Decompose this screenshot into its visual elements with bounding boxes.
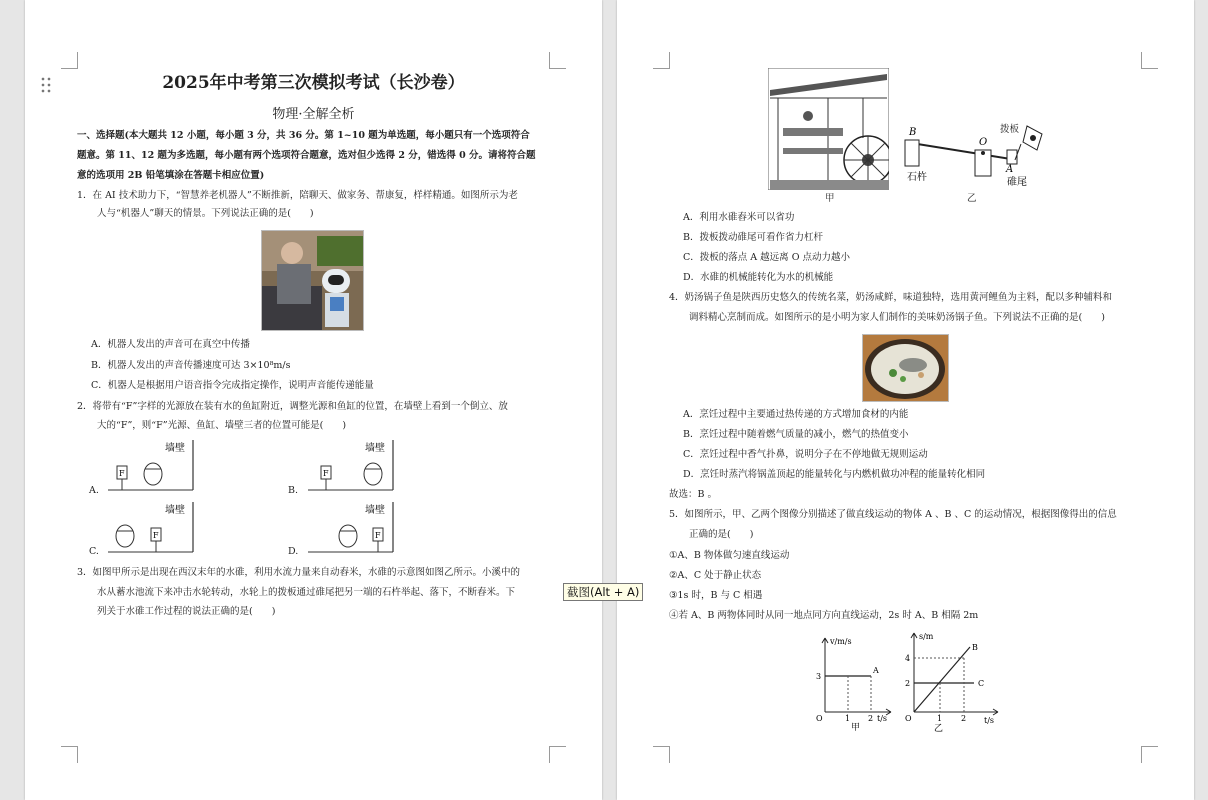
svg-text:墙壁: 墙壁	[165, 505, 185, 516]
document-page-left	[25, 0, 602, 800]
q5-stem: 5．如图所示，甲、乙两个图像分别描述了做直线运动的物体 A 、B 、C 的运动情况，根据图像得出的信息	[669, 509, 1117, 520]
elderly-robot-photo	[261, 230, 364, 331]
svg-text:t/s: t/s	[984, 716, 995, 725]
crop-mark	[549, 52, 566, 69]
distance-time-graph	[902, 627, 1004, 733]
q3-option-b: B．拨板拨动碓尾可看作省力杠杆	[683, 232, 823, 243]
svg-text:1: 1	[937, 714, 943, 723]
svg-text:4: 4	[905, 654, 911, 663]
q5-stem: 正确的是( )	[689, 529, 754, 540]
q3-option-d: D．水碓的机械能转化为水的机械能	[683, 272, 834, 283]
q1-stem: 人与“机器人”聊天的情景。下列说法正确的是( )	[97, 208, 314, 219]
section-heading-line: 一、选择题(本大题共 12 小题，每小题 3 分，共 36 分。第 1~10 题为单选题，每小题只有一个选项符合	[77, 130, 530, 141]
q5-statement: ④若 A、B 两物体同时从同一地点同方向直线运动，2s 时 A、B 相隔 2m	[669, 610, 979, 621]
fish-soup-photo	[862, 334, 949, 402]
svg-text:O: O	[816, 714, 823, 723]
figure-label-yi: 乙	[967, 193, 977, 204]
q2-option-c-label: C.	[89, 546, 99, 557]
q2-option-a-label: A.	[89, 485, 99, 496]
svg-text:s/m: s/m	[919, 632, 934, 641]
svg-text:A: A	[1006, 164, 1014, 175]
q5-statement: ③1s 时，B 与 C 相遇	[669, 590, 763, 601]
q3-stem: 水从蓄水池流下来冲击水轮转动，水轮上的拨板通过碓尾把另一端的石杵举起、落下，不断舂米。下	[97, 587, 516, 598]
svg-text:3: 3	[816, 672, 822, 681]
crop-mark	[653, 746, 670, 763]
crop-mark	[1141, 746, 1158, 763]
velocity-time-graph	[813, 632, 895, 732]
q2-option-d-label: D.	[288, 546, 299, 557]
water-mill-schematic	[897, 120, 1047, 190]
svg-text:甲: 甲	[851, 723, 861, 732]
q2-diagram-a	[103, 438, 198, 493]
svg-text:O: O	[905, 714, 912, 723]
svg-text:A: A	[873, 666, 879, 675]
svg-text:墙壁: 墙壁	[365, 505, 385, 516]
q4-stem: 4．奶汤锅子鱼是陕西历史悠久的传统名菜，奶汤咸鲜，味道独特，选用黄河鲤鱼为主料，配以多种辅料和	[669, 292, 1113, 303]
water-mill-illustration	[768, 68, 889, 190]
label-paddle: 拨板	[1000, 124, 1020, 135]
svg-text:墙壁: 墙壁	[365, 443, 385, 454]
svg-text:2: 2	[961, 714, 967, 723]
svg-text:F: F	[153, 531, 159, 540]
document-page-right	[617, 0, 1194, 800]
q4-option-d: D．烹饪时蒸汽将锅盖顶起的能量转化与内燃机做功冲程的能量转化相同	[683, 469, 986, 480]
svg-text:B: B	[909, 127, 917, 138]
crop-mark	[1141, 52, 1158, 69]
crop-mark	[549, 746, 566, 763]
svg-text:石杵: 石杵	[907, 172, 927, 183]
q4-stem: 调料精心烹制而成。如图所示的是小明为家人们制作的美味奶汤锅子鱼。下列说法不正确的是( )	[689, 312, 1105, 323]
drag-handle-icon[interactable]	[40, 76, 52, 94]
svg-text:F: F	[119, 469, 125, 478]
q1-option-c: C．机器人是根据用户语音指令完成指定操作，说明声音能传递能量	[91, 380, 374, 391]
q4-option-b: B．烹饪过程中随着燃气质量的减小，燃气的热值变小	[683, 429, 909, 440]
section-heading-line: 题意。第 11、12 题为多选题，每小题有两个选项符合题意，选对但少选得 2 分，错选得 0 分。请将符合题	[77, 150, 536, 161]
section-heading-line: 意的选项用 2B 铅笔填涂在答题卡相应位置)	[77, 170, 265, 181]
q1-option-a: A．机器人发出的声音可在真空中传播	[91, 339, 250, 350]
crop-mark	[61, 52, 78, 69]
q2-stem: 大的“F”，则“F”光源、鱼缸、墙壁三者的位置可能是( )	[97, 420, 347, 431]
wall-label: 墙壁	[165, 443, 185, 454]
q2-diagram-d	[303, 500, 398, 555]
q4-option-a: A．烹饪过程中主要通过热传递的方式增加食材的内能	[683, 409, 909, 420]
figure-label-jia: 甲	[825, 193, 835, 204]
q1-option-b: B．机器人发出的声音传播速度可达 3×10⁸m/s	[91, 360, 291, 371]
q1-stem: 1．在 AI 技术助力下，“智慧养老机器人”不断推新，陪聊天、做家务、帮康复，样样精通。如图所示为老	[77, 190, 518, 201]
svg-text:t/s: t/s	[877, 714, 888, 723]
page-title: 2025年中考第三次模拟考试（长沙卷）	[162, 73, 465, 93]
svg-text:乙: 乙	[934, 724, 944, 733]
q3-stem: 3．如图甲所示是出现在西汉末年的水碓，利用水流力量来自动舂米，水碓的示意图如图乙所示。小溪中的	[77, 567, 521, 578]
svg-text:1: 1	[845, 714, 851, 723]
svg-text:v/m/s: v/m/s	[830, 637, 852, 646]
svg-text:F: F	[375, 531, 381, 540]
q5-statement: ①A、B 物体做匀速直线运动	[669, 550, 790, 561]
screenshot-tooltip: 截图(Alt + A)	[563, 583, 643, 601]
q2-diagram-b	[303, 438, 398, 493]
svg-text:B: B	[972, 643, 978, 652]
q5-statement: ②A、C 处于静止状态	[669, 570, 762, 581]
svg-text:碓尾: 碓尾	[1007, 177, 1027, 188]
q2-option-b-label: B.	[288, 485, 299, 496]
q4-option-c: C．烹饪过程中香气扑鼻，说明分子在不停地做无规则运动	[683, 449, 928, 460]
q2-stem: 2．将带有“F”字样的光源放在装有水的鱼缸附近，调整光源和鱼缸的位置，在墙壁上看到一个倒立、放	[77, 401, 508, 412]
q4-answer: 故选：B 。	[669, 489, 718, 500]
q3-option-a: A．利用水碓舂米可以省功	[683, 212, 795, 223]
q2-diagram-c	[103, 500, 198, 555]
crop-mark	[653, 52, 670, 69]
crop-mark	[61, 746, 78, 763]
svg-text:C: C	[978, 679, 985, 688]
q3-stem: 列关于水碓工作过程的说法正确的是( )	[97, 606, 276, 617]
q3-option-c: C．拨板的落点 A 越远离 O 点动力越小	[683, 252, 850, 263]
svg-text:2: 2	[868, 714, 874, 723]
svg-text:O: O	[979, 137, 988, 148]
svg-text:2: 2	[905, 679, 911, 688]
svg-text:F: F	[323, 469, 329, 478]
page-subtitle: 物理·全解全析	[272, 107, 355, 122]
